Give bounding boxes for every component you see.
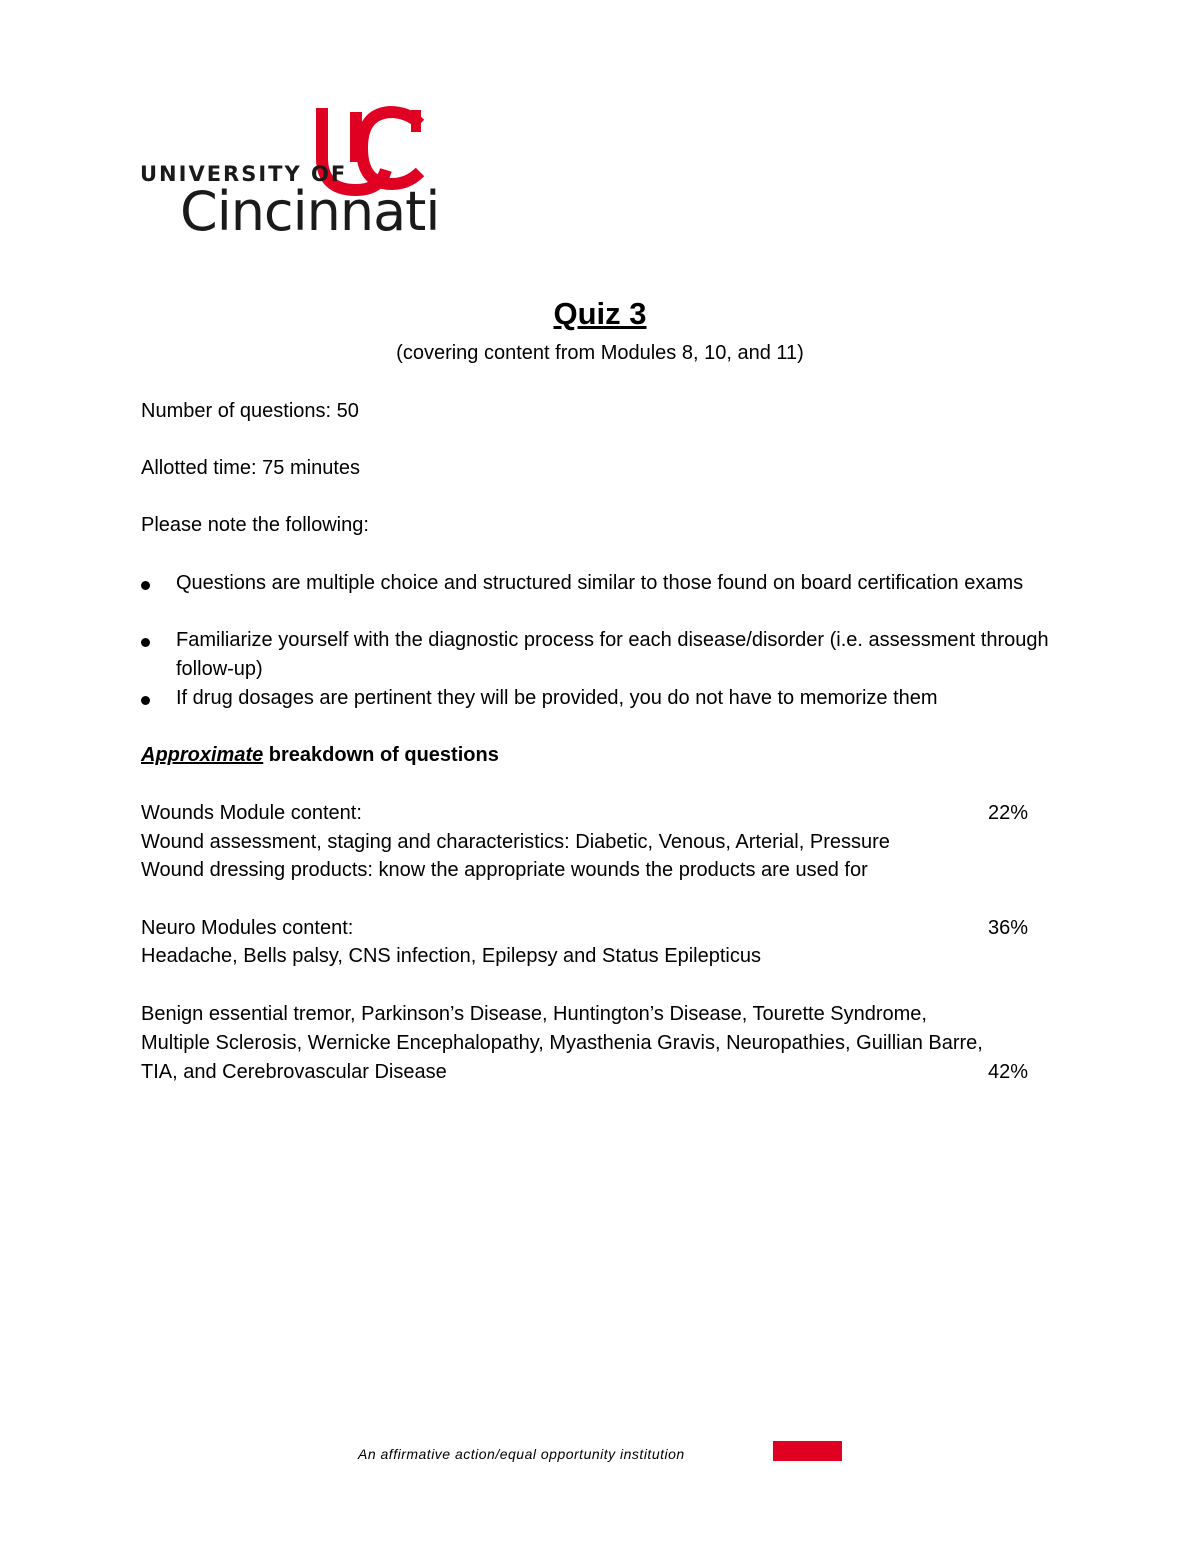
logo-cincinnati: Cincinnati (180, 180, 440, 243)
logo-university-of: UNIVERSITY OF (140, 162, 348, 186)
number-of-questions: Number of questions: 50 (141, 400, 359, 422)
other-line-3: TIA, and Cerebrovascular Disease (141, 1061, 447, 1083)
other-line-2: Multiple Sclerosis, Wernicke Encephalopathy, Myasthenia Gravis, Neuropathies, Guillian Barre, (141, 1032, 983, 1054)
footer-text: An affirmative action/equal opportunity institution (358, 1446, 685, 1462)
wounds-line-2: Wound dressing products: know the appropriate wounds the products are used for (141, 859, 868, 881)
neuro-line-1: Headache, Bells palsy, CNS infection, Epilepsy and Status Epilepticus (141, 945, 761, 967)
bullet-icon (141, 638, 150, 647)
other-line-1: Benign essential tremor, Parkinson’s Disease, Huntington’s Disease, Tourette Syndrome, (141, 1003, 927, 1025)
bullet-text: Familiarize yourself with the diagnostic process for each disease/disorder (i.e. assessment through follow-up) (176, 629, 1049, 680)
note-intro: Please note the following: (141, 514, 369, 536)
bullet-text: If drug dosages are pertinent they will be provided, you do not have to memorize them (176, 687, 938, 709)
bullet-icon (141, 696, 150, 705)
bullet-text: Questions are multiple choice and structured similar to those found on board certification exams (176, 572, 1024, 594)
bullet-icon (141, 581, 150, 590)
footer-red-bar (773, 1441, 842, 1461)
wounds-percent: 22% (988, 802, 1029, 824)
breakdown-heading-rest: breakdown of questions (263, 744, 499, 766)
other-percent: 42% (988, 1061, 1029, 1083)
allotted-time: Allotted time: 75 minutes (141, 457, 360, 479)
wounds-line-1: Wound assessment, staging and characteristics: Diabetic, Venous, Arterial, Pressure (141, 831, 890, 853)
university-logo (136, 100, 446, 242)
page-title: Quiz 3 (553, 296, 647, 331)
neuro-label: Neuro Modules content: (141, 917, 354, 939)
breakdown-heading-emphasis: Approximate (141, 744, 264, 766)
page-subtitle: (covering content from Modules 8, 10, and 11) (396, 342, 804, 364)
breakdown-heading (141, 741, 499, 770)
wounds-label: Wounds Module content: (141, 802, 362, 824)
neuro-percent: 36% (988, 917, 1029, 939)
